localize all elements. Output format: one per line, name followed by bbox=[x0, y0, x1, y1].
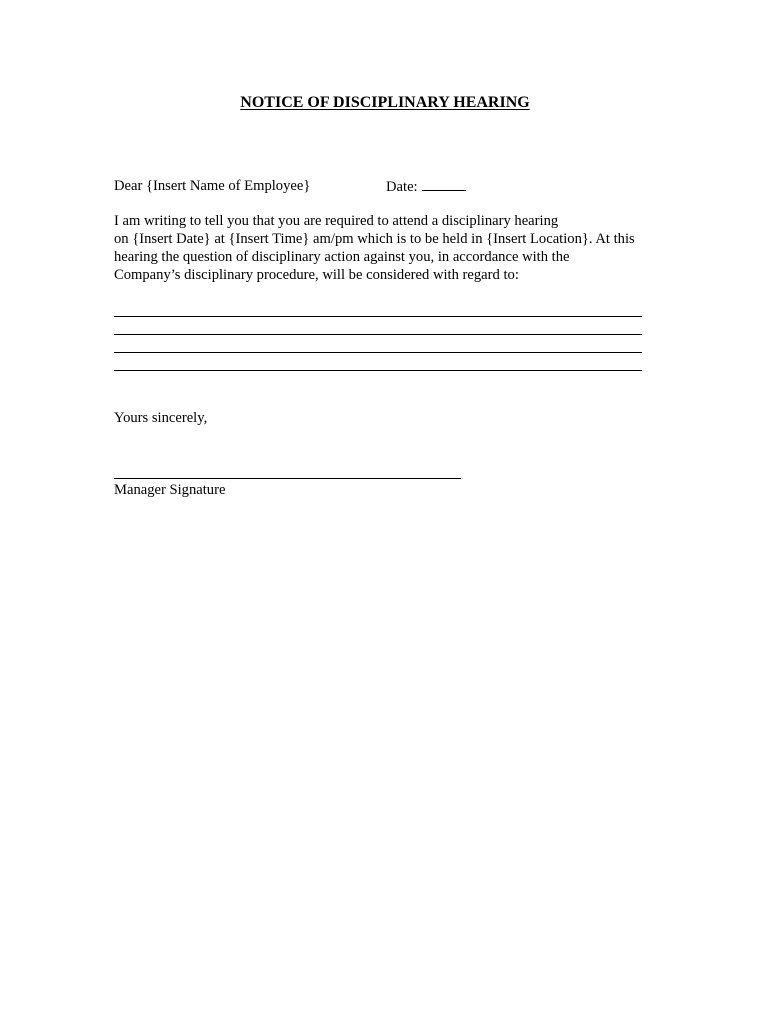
body-line-1: I am writing to tell you that you are required to attend a disciplinary hearing bbox=[114, 213, 559, 229]
closing: Yours sincerely, bbox=[114, 410, 208, 426]
blank-reason-line-1 bbox=[114, 316, 642, 317]
salutation: Dear {Insert Name of Employee} bbox=[114, 178, 311, 194]
date-field bbox=[386, 177, 466, 196]
blank-reason-line-4 bbox=[114, 370, 642, 371]
date-label: Date: bbox=[386, 179, 418, 195]
blank-reason-line-3 bbox=[114, 352, 642, 353]
body-line-4: Company’s disciplinary procedure, will be considered with regard to: bbox=[114, 267, 519, 283]
signature-label: Manager Signature bbox=[114, 482, 226, 498]
document-title: NOTICE OF DISCIPLINARY HEARING bbox=[240, 94, 530, 111]
signature-line bbox=[114, 478, 461, 479]
date-blank-line bbox=[422, 177, 466, 191]
blank-reason-line-2 bbox=[114, 334, 642, 335]
body-line-3: hearing the question of disciplinary action against you, in accordance with the bbox=[114, 249, 570, 265]
body-line-2: on {Insert Date} at {Insert Time} am/pm which is to be held in {Insert Location}. At this bbox=[114, 231, 635, 247]
